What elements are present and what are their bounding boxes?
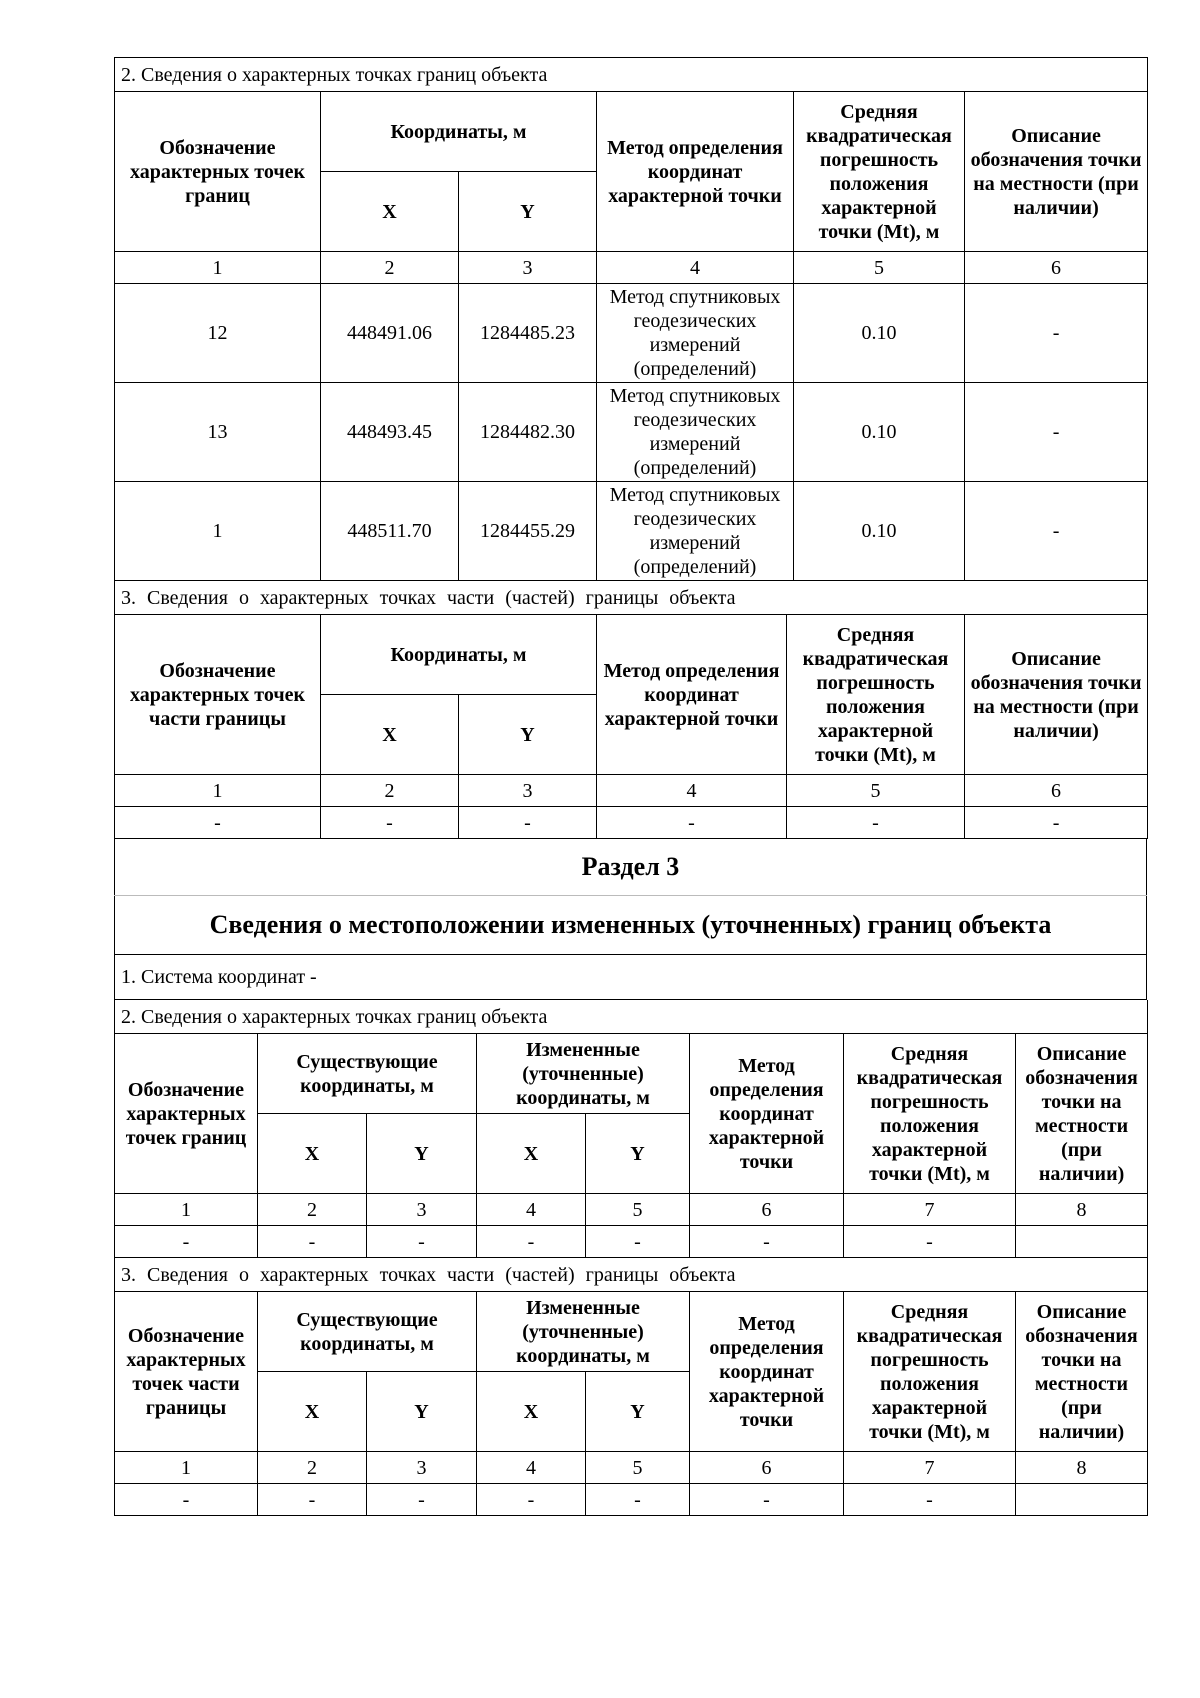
table-row [115,807,1148,839]
column-number: 3 [459,252,597,284]
column-number: 1 [115,775,321,807]
column-number: 5 [586,1452,690,1484]
col-header-designation: Обозначение характерных точек части границы [115,615,321,775]
column-number: 6 [690,1452,844,1484]
table-row [115,1226,1148,1258]
section-subtitle: Сведения о местоположении измененных (уточненных) границ объекта [115,896,1147,955]
cell-y: 1284455.29 [459,482,597,581]
cell-changed-x: - [477,1484,586,1516]
cell-y: 1284482.30 [459,383,597,482]
column-numbers-row [115,1452,1148,1484]
table-row [115,383,1148,482]
col-header-x: X [477,1372,586,1452]
col-header-y: Y [459,172,597,252]
table-caption: 2. Сведения о характерных точках границ объекта [115,58,1148,92]
cell-point: - [115,807,321,839]
col-header-coords: Координаты, м [321,92,597,172]
col-header-description: Описание обозначения точки на местности (при наличии) [1016,1034,1148,1194]
col-header-changed: Измененные (уточненные) координаты, м [477,1034,690,1114]
column-number: 8 [1016,1452,1148,1484]
col-header-x: X [321,172,459,252]
cell-method: - [597,807,787,839]
cell-changed-x: - [477,1226,586,1258]
col-header-x: X [477,1114,586,1194]
cell-error: 0.10 [794,284,965,383]
cell-y: - [459,807,597,839]
table-caption: 2. Сведения о характерных точках границ объекта [115,1000,1148,1034]
column-number: 1 [115,252,321,284]
cell-description [1016,1484,1148,1516]
col-header-designation: Обозначение характерных точек части границы [115,1292,258,1452]
column-numbers-row [115,252,1148,284]
column-number: 6 [690,1194,844,1226]
cell-existing-y: - [367,1226,477,1258]
col-header-y: Y [367,1372,477,1452]
cell-error: 0.10 [794,383,965,482]
column-number: 6 [965,252,1148,284]
column-number: 4 [477,1452,586,1484]
cell-error: - [844,1226,1016,1258]
column-number: 1 [115,1452,258,1484]
column-number: 1 [115,1194,258,1226]
cell-existing-x: - [258,1484,367,1516]
column-number: 5 [787,775,965,807]
col-header-method: Метод определения координат характерной точки [690,1292,844,1452]
table-row [115,1484,1148,1516]
column-number: 2 [321,252,459,284]
col-header-existing: Существующие координаты, м [258,1292,477,1372]
col-header-method: Метод определения координат характерной точки [597,615,787,775]
column-number: 7 [844,1194,1016,1226]
col-header-x: X [258,1114,367,1194]
col-header-description: Описание обозначения точки на местности (при наличии) [965,92,1148,252]
column-number: 3 [367,1194,477,1226]
column-numbers-row [115,1194,1148,1226]
section-3-header [114,839,1147,1000]
table-caption: 3. Сведения о характерных точках части (частей) границы объекта [115,581,1148,615]
col-header-error: Средняя квадратическая погрешность положения характерной точки (Mt), м [844,1034,1016,1194]
col-header-designation: Обозначение характерных точек границ [115,92,321,252]
column-number: 2 [258,1194,367,1226]
col-header-y: Y [586,1114,690,1194]
col-header-x: X [321,695,459,775]
column-number: 7 [844,1452,1016,1484]
col-header-error: Средняя квадратическая погрешность положения характерной точки (Mt), м [794,92,965,252]
changed-part-boundary-points-table [114,1258,1148,1516]
cell-error: - [844,1484,1016,1516]
column-number: 4 [477,1194,586,1226]
part-boundary-points-table [114,581,1148,839]
changed-boundary-points-table [114,1000,1148,1258]
cell-method: Метод спутниковых геодезических измерений (определений) [597,284,794,383]
cell-description: - [965,284,1148,383]
cell-changed-y: - [586,1484,690,1516]
cell-changed-y: - [586,1226,690,1258]
cell-error: - [787,807,965,839]
column-number: 8 [1016,1194,1148,1226]
cell-x: 448491.06 [321,284,459,383]
col-header-y: Y [367,1114,477,1194]
col-header-method: Метод определения координат характерной точки [690,1034,844,1194]
cell-existing-y: - [367,1484,477,1516]
cell-description: - [965,383,1148,482]
cell-method: Метод спутниковых геодезических измерений (определений) [597,482,794,581]
cell-x: 448511.70 [321,482,459,581]
cell-error: 0.10 [794,482,965,581]
table-caption: 3. Сведения о характерных точках части (частей) границы объекта [115,1258,1148,1292]
col-header-method: Метод определения координат характерной точки [597,92,794,252]
column-number: 3 [459,775,597,807]
column-number: 2 [321,775,459,807]
column-numbers-row [115,775,1148,807]
col-header-y: Y [459,695,597,775]
cell-point: 13 [115,383,321,482]
section-title: Раздел 3 [115,839,1147,896]
table-row [115,284,1148,383]
cell-description: - [965,807,1148,839]
col-header-x: X [258,1372,367,1452]
cell-description [1016,1226,1148,1258]
cell-point: 1 [115,482,321,581]
column-number: 5 [794,252,965,284]
column-number: 6 [965,775,1148,807]
col-header-coords: Координаты, м [321,615,597,695]
cell-x: 448493.45 [321,383,459,482]
cell-point: 12 [115,284,321,383]
column-number: 5 [586,1194,690,1226]
col-header-description: Описание обозначения точки на местности (при наличии) [1016,1292,1148,1452]
cell-method: Метод спутниковых геодезических измерений (определений) [597,383,794,482]
col-header-description: Описание обозначения точки на местности (при наличии) [965,615,1148,775]
cell-y: 1284485.23 [459,284,597,383]
col-header-existing: Существующие координаты, м [258,1034,477,1114]
col-header-error: Средняя квадратическая погрешность положения характерной точки (Mt), м [844,1292,1016,1452]
table-row [115,482,1148,581]
boundary-points-table [114,57,1148,581]
column-number: 4 [597,252,794,284]
col-header-changed: Измененные (уточненные) координаты, м [477,1292,690,1372]
column-number: 2 [258,1452,367,1484]
cell-description: - [965,482,1148,581]
column-number: 3 [367,1452,477,1484]
document-sheet [114,57,1147,1516]
coordinate-system: 1. Система координат - [115,955,1147,1000]
cell-method: - [690,1484,844,1516]
col-header-designation: Обозначение характерных точек границ [115,1034,258,1194]
cell-point: - [115,1226,258,1258]
cell-point: - [115,1484,258,1516]
cell-x: - [321,807,459,839]
column-number: 4 [597,775,787,807]
col-header-y: Y [586,1372,690,1452]
cell-existing-x: - [258,1226,367,1258]
cell-method: - [690,1226,844,1258]
col-header-error: Средняя квадратическая погрешность положения характерной точки (Mt), м [787,615,965,775]
